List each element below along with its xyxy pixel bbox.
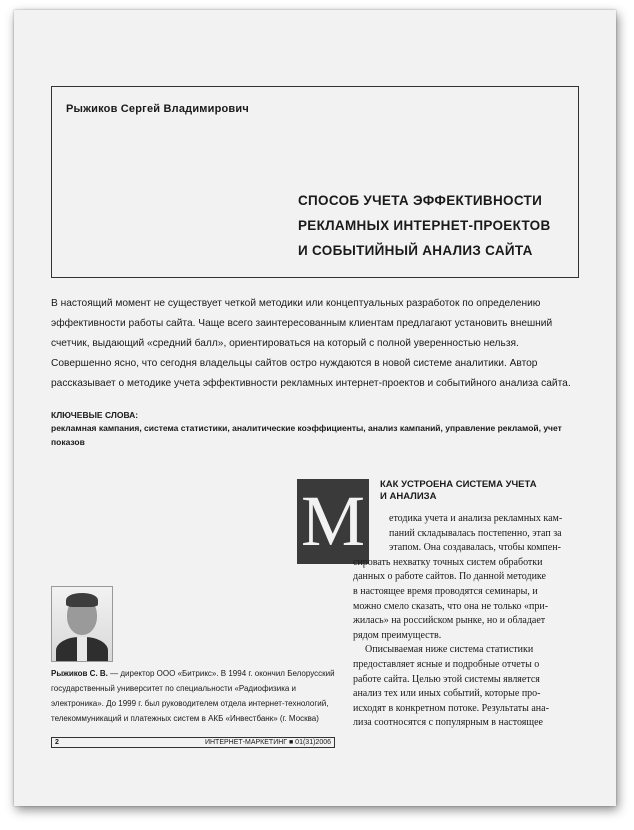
abstract: В настоящий момент не существует четкой методики или концептуальных разработок по определению эффективности работы сайта. Чаще всего заинтересованным клиентам предлагают установить внешний счетчик, выдающий «средний балл», ориентироваться на который с полной уверенностью нельзя. Совершенно ясно, что сегодня владельцы сайтов остро нуждаются в новой системе аналитики. Автор рассказывает о методике учета эффективности рекламных интернет-проектов и событийного анализа сайта. bbox=[51, 298, 571, 389]
article-title bbox=[298, 188, 551, 263]
author-name: Рыжиков Сергей Владимирович bbox=[66, 103, 249, 115]
bio-text: — директор ООО «Битрикс». В 1994 г. окончил Белорусский государственный университет по специальности «Радиофизика и электроника». До 1999 г. был руководителем отдела интернет-технологий, телекоммуникаций и платежных систем в АКБ «Инвестбанк» (г. Москва) bbox=[51, 669, 335, 723]
body-line: сировать нехватку точных систем обработки bbox=[353, 556, 543, 568]
section-heading-line: И АНАЛИЗА bbox=[380, 491, 437, 502]
body-line: Описываемая ниже система статистики bbox=[365, 644, 534, 656]
keywords-title: КЛЮЧЕВЫЕ СЛОВА: bbox=[51, 410, 139, 420]
title-line: СПОСОБ УЧЕТА ЭФФЕКТИВНОСТИ bbox=[298, 193, 543, 208]
keywords: рекламная кампания, система статистики, аналитические коэффициенты, анализ кампаний, управление рекламой, учет показов bbox=[51, 423, 562, 447]
body-line: данных о работе сайтов. По данной методике bbox=[353, 571, 546, 583]
article-header-box bbox=[51, 86, 579, 278]
body-text bbox=[353, 512, 581, 731]
body-line: лиза соотносятся с популярным в настоящее bbox=[353, 717, 543, 729]
bio-name: Рыжиков С. В. bbox=[51, 669, 108, 678]
section-heading-line: КАК УСТРОЕНА СИСТЕМА УЧЕТА bbox=[380, 479, 537, 490]
title-line: И СОБЫТИЙНЫЙ АНАЛИЗ САЙТА bbox=[298, 243, 533, 258]
body-line: анализ тех или иных событий, которые про- bbox=[353, 688, 541, 700]
magazine-issue: ИНТЕРНЕТ-МАРКЕТИНГ ■ 01(31)2006 bbox=[204, 739, 331, 746]
body-line: можно смело сказать, что она не только «при- bbox=[353, 600, 549, 612]
journal-page bbox=[14, 10, 616, 806]
body-line: етодика учета и анализа рекламных кам- bbox=[389, 513, 563, 524]
body-line: исходят в конкретном потоке. Результаты ана- bbox=[353, 702, 549, 714]
author-photo bbox=[51, 586, 113, 662]
body-line: рядом преимуществ. bbox=[353, 629, 442, 641]
body-line: предоставляет ясные и подробные отчеты о bbox=[353, 658, 540, 670]
author-bio bbox=[51, 666, 351, 726]
page-footer bbox=[51, 737, 335, 748]
body-line: в настоящее время проводятся семинары, и bbox=[353, 585, 538, 597]
drop-cap: М bbox=[297, 479, 369, 564]
section-heading bbox=[380, 479, 537, 503]
title-line: РЕКЛАМНЫХ ИНТЕРНЕТ-ПРОЕКТОВ bbox=[298, 218, 551, 233]
body-line: этапом. Она создавалась, чтобы компен- bbox=[389, 542, 561, 554]
body-line: работе сайта. Целью этой системы является bbox=[353, 673, 540, 685]
body-line: паний складывалась постепенно, этап за bbox=[389, 527, 562, 539]
page-number: 2 bbox=[55, 739, 59, 746]
body-line: жилась» на российском рынке, но и обладает bbox=[353, 615, 546, 627]
